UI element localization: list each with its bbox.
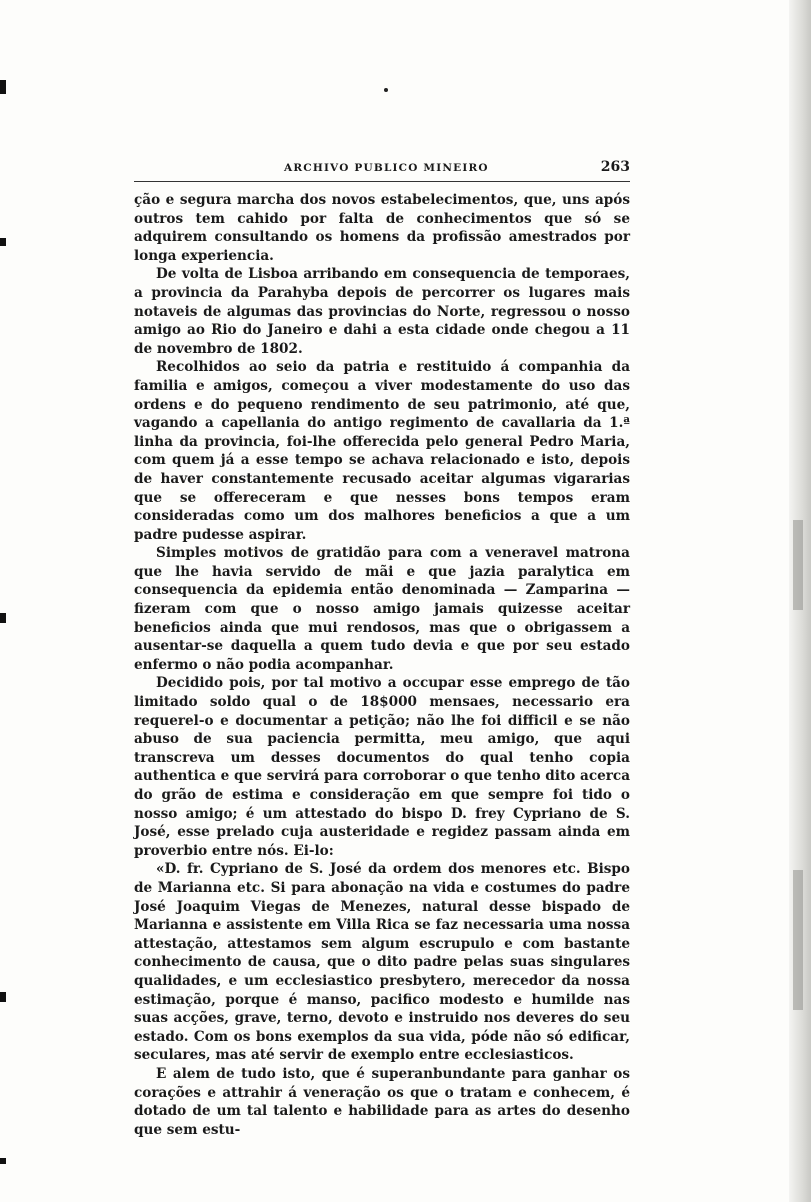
binding-mark (0, 992, 6, 1002)
ink-speck (384, 88, 388, 92)
page-header (134, 159, 630, 175)
page-number: 263 (600, 159, 630, 175)
paragraph: ção e segura marcha dos novos estabelecimentos, que, uns após outros tem cahido por falta de conhecimentos que só se adquirem consultando os homens da profissão amestrados por longa experiencia. (134, 192, 630, 264)
header-rule (134, 181, 630, 182)
running-head: ARCHIVO PUBLICO MINEIRO (284, 162, 489, 174)
paragraph: Simples motivos de gratidão para com a veneravel matrona que lhe havia servido de mãi e que jazia paralytica em consequencia da epidemia então denominada — Zamparina — fizeram com que o nosso amigo jamais quizesse aceitar beneficios ainda que mui rendosos, mas que o obrigassem a ausentar-se daquella a quem tudo devia e que por seu estado enfermo o não podia acompanhar. (134, 545, 630, 673)
paragraph: Decidido pois, por tal motivo a occupar esse emprego de tão limitado soldo qual o de 18$000 mensaes, necessario era requerel-o e documentar a petição; não lhe foi difficil e se não abuso de sua paciencia permitta, meu amigo, que aqui transcreva um desses documentos do qual tenho copia authentica e que servirá para corroborar o que tenho dito acerca do grão de estima e consideração em que sempre foi tido o nosso amigo; é um attestado do bispo D. frey Cypriano de S. José, esse prelado cuja austeridade e regidez passam ainda em proverbio entre nós. Ei-lo: (134, 675, 631, 859)
binding-mark (0, 613, 6, 623)
paragraph: E alem de tudo isto, que é superanbundante para ganhar os corações e attrahir á veneração os que o tratam e conhecem, é dotado de um tal talento e habilidade para as artes do desenho que sem estu- (134, 1065, 630, 1138)
paragraph: De volta de Lisboa arribando em consequencia de temporaes, a provincia da Parahyba depois de percorrer os lugares mais notaveis de algumas das provincias do Norte, regressou o nosso amigo ao Rio do Janeiro e dahi a esta cidade onde chegou a 11 de novembro de 1802. (134, 266, 630, 357)
binding-mark (0, 80, 6, 94)
page-edge-stain (793, 520, 803, 610)
page-edge-stain (793, 870, 803, 1010)
binding-mark (0, 1158, 6, 1164)
binding-mark (0, 238, 6, 246)
paragraph: Recolhidos ao seio da patria e restituido á companhia da familia e amigos, começou a viver modestamente do uso das ordens e do pequeno rendimento de seu patrimonio, até que, vagando a capellania do antigo regimento de cavallaria da 1.ª linha da provincia, foi-lhe offerecida pelo general Pedro Maria, com quem já a esse tempo se achava relacionado e isto, depois de haver constantemente recusado aceitar algumas vigararias que se offereceram e que nesses bons tempos eram consideradas como um dos malhores beneficios a que a um padre pudesse aspirar. (134, 359, 630, 543)
body-text (134, 191, 630, 1139)
quoted-attestation: «D. fr. Cypriano de S. José da ordem dos menores etc. Bispo de Marianna etc. Si para abonação na vida e costumes do padre José Joaquim Viegas de Menezes, natural desse bispado de Marianna e assistente em Villa Rica se faz necessaria uma nossa attestação, attestamos sem algum escrupulo e com bastante conhecimento de causa, que o dito padre pelas suas singulares qualidades, e um ecclesiastico presbytero, merecedor da nossa estimação, porque é manso, pacifico modesto e humilde nas suas acções, grave, terno, devoto e instruido nos deveres do seu estado. Com os bons exemplos da sua vida, póde não só edificar, seculares, mas até servir de exemplo entre ecclesiasticos. (134, 861, 630, 1064)
